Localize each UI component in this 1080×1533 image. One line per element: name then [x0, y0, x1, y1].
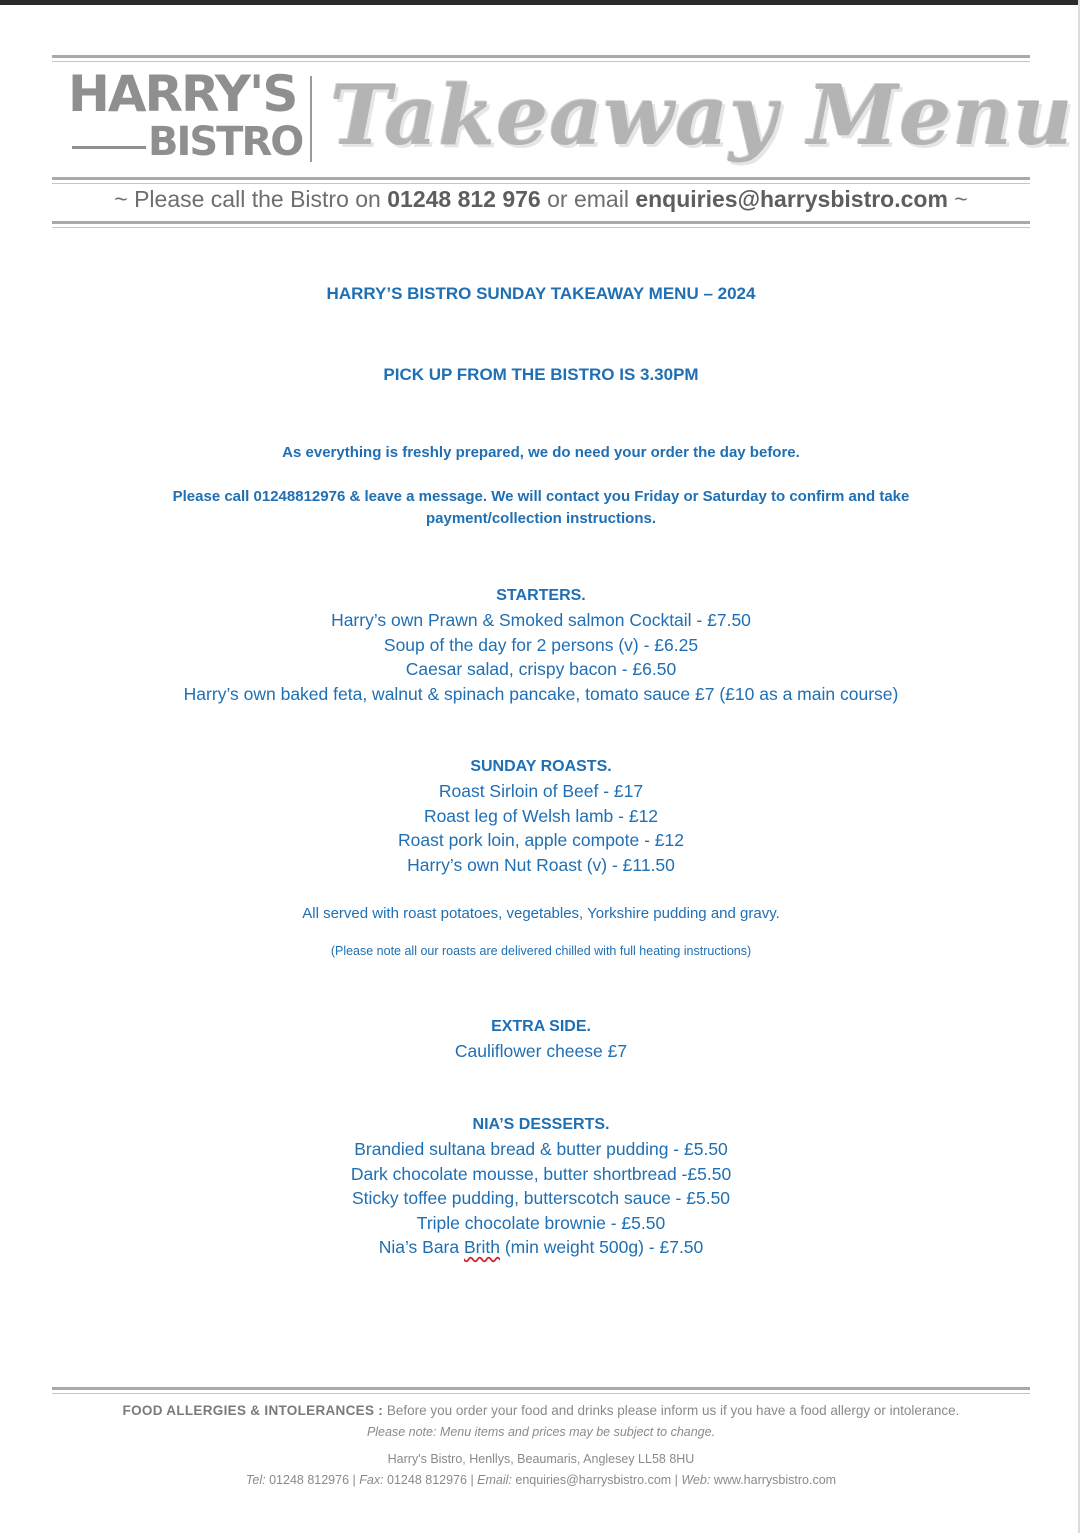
item-text: Nia’s Bara — [378, 1237, 464, 1258]
contact-details — [52, 1473, 1030, 1487]
order-note: As everything is freshly prepared, we do need your order the day before. — [282, 444, 800, 461]
top-border — [0, 0, 1080, 5]
allergy-notice — [52, 1403, 1030, 1418]
list-item: Triple chocolate brownie - £5.50 — [416, 1212, 666, 1233]
script-title: Takeaway Menu — [330, 68, 1074, 164]
contact-suffix: ~ — [947, 186, 968, 212]
roasts-note: (Please note all our roasts are delivered chilled with full heating instructions) — [330, 944, 752, 958]
fax-value: 01248 812976 — [383, 1473, 467, 1487]
tel-value: 01248 812976 — [265, 1473, 350, 1487]
web-label: Web: — [681, 1473, 711, 1487]
logo-line2: BISTRO — [148, 119, 303, 165]
list-item: Sticky toffee pudding, butterscotch sauce - £5.50 — [351, 1188, 731, 1209]
contact-phone: 01248 812 976 — [387, 186, 541, 212]
address: Harry's Bistro, Henllys, Beaumaris, Anglesey LL58 8HU — [387, 1452, 695, 1466]
email-label: Email: — [477, 1473, 512, 1487]
header-bottom-rule — [52, 221, 1030, 228]
separator: | — [349, 1473, 360, 1487]
header-mid-rule — [52, 177, 1030, 184]
list-item: Roast pork loin, apple compote - £12 — [398, 830, 684, 851]
price-note: Please note: Menu items and prices may be subject to change. — [366, 1425, 716, 1439]
separator: | — [466, 1473, 478, 1487]
list-item: Roast leg of Welsh lamb - £12 — [423, 805, 659, 826]
footer-rule — [52, 1387, 1030, 1394]
contact-line — [52, 186, 1030, 213]
list-item — [52, 1235, 1030, 1260]
desserts-title: NIA’S DESSERTS. — [472, 1116, 610, 1133]
separator: | — [671, 1473, 682, 1487]
roasts-title: SUNDAY ROASTS. — [470, 758, 612, 775]
starters-title: STARTERS. — [496, 587, 586, 604]
list-item: Soup of the day for 2 persons (v) - £6.25 — [383, 634, 699, 655]
logo — [60, 65, 303, 168]
list-item: Harry’s own Prawn & Smoked salmon Cocktail - £7.50 — [331, 610, 751, 630]
starters-section — [52, 584, 1030, 706]
list-item: Roast Sirloin of Beef - £17 — [438, 781, 644, 801]
pickup-time: PICK UP FROM THE BISTRO IS 3.30PM — [383, 365, 699, 384]
list-item: Cauliflower cheese £7 — [454, 1041, 628, 1061]
allergy-text: Before you order your food and drinks please inform us if you have a food allergy or intolerance. — [383, 1403, 960, 1418]
menu-title: HARRY’S BISTRO SUNDAY TAKEAWAY MENU – 2024 — [326, 284, 756, 303]
desserts-section — [52, 1113, 1030, 1260]
logo-dash — [72, 146, 146, 149]
call-instructions-line2: payment/collection instructions. — [425, 510, 657, 527]
list-item: Brandied sultana bread & butter pudding - £5.50 — [354, 1139, 728, 1159]
extra-title: EXTRA SIDE. — [491, 1018, 591, 1035]
logo-line1: HARRY'S — [68, 65, 297, 123]
tel-label: Tel: — [245, 1473, 266, 1487]
email-value: enquiries@harrysbistro.com — [511, 1473, 672, 1487]
contact-prefix: ~ Please call the Bistro on — [114, 186, 388, 212]
contact-email: enquiries@harrysbistro.com — [635, 186, 948, 212]
web-value: www.harrysbistro.com — [710, 1473, 837, 1487]
list-item: Harry’s own baked feta, walnut & spinach pancake, tomato sauce £7 (£10 as a main course) — [183, 683, 899, 704]
logo-separator — [310, 76, 312, 162]
call-instructions-line1: Please call 01248812976 & leave a message. We will contact you Friday or Saturday to confirm and take — [172, 488, 910, 505]
allergy-label: FOOD ALLERGIES & INTOLERANCES : — [122, 1403, 384, 1418]
list-item: Caesar salad, crispy bacon - £6.50 — [405, 659, 677, 680]
roasts-served-with: All served with roast potatoes, vegetables, Yorkshire pudding and gravy. — [302, 905, 780, 922]
list-item: Dark chocolate mousse, butter shortbread -£5.50 — [350, 1163, 732, 1184]
roasts-section — [52, 755, 1030, 877]
list-item: Harry’s own Nut Roast (v) - £11.50 — [407, 854, 675, 875]
header-top-rule — [52, 55, 1030, 62]
contact-middle: or email — [540, 186, 636, 212]
fax-label: Fax: — [359, 1473, 384, 1487]
call-instructions — [52, 486, 1030, 530]
item-text: (min weight 500g) - £7.50 — [499, 1237, 704, 1258]
extra-section — [52, 1015, 1030, 1064]
spellcheck-flagged-word: Brith — [463, 1237, 500, 1258]
